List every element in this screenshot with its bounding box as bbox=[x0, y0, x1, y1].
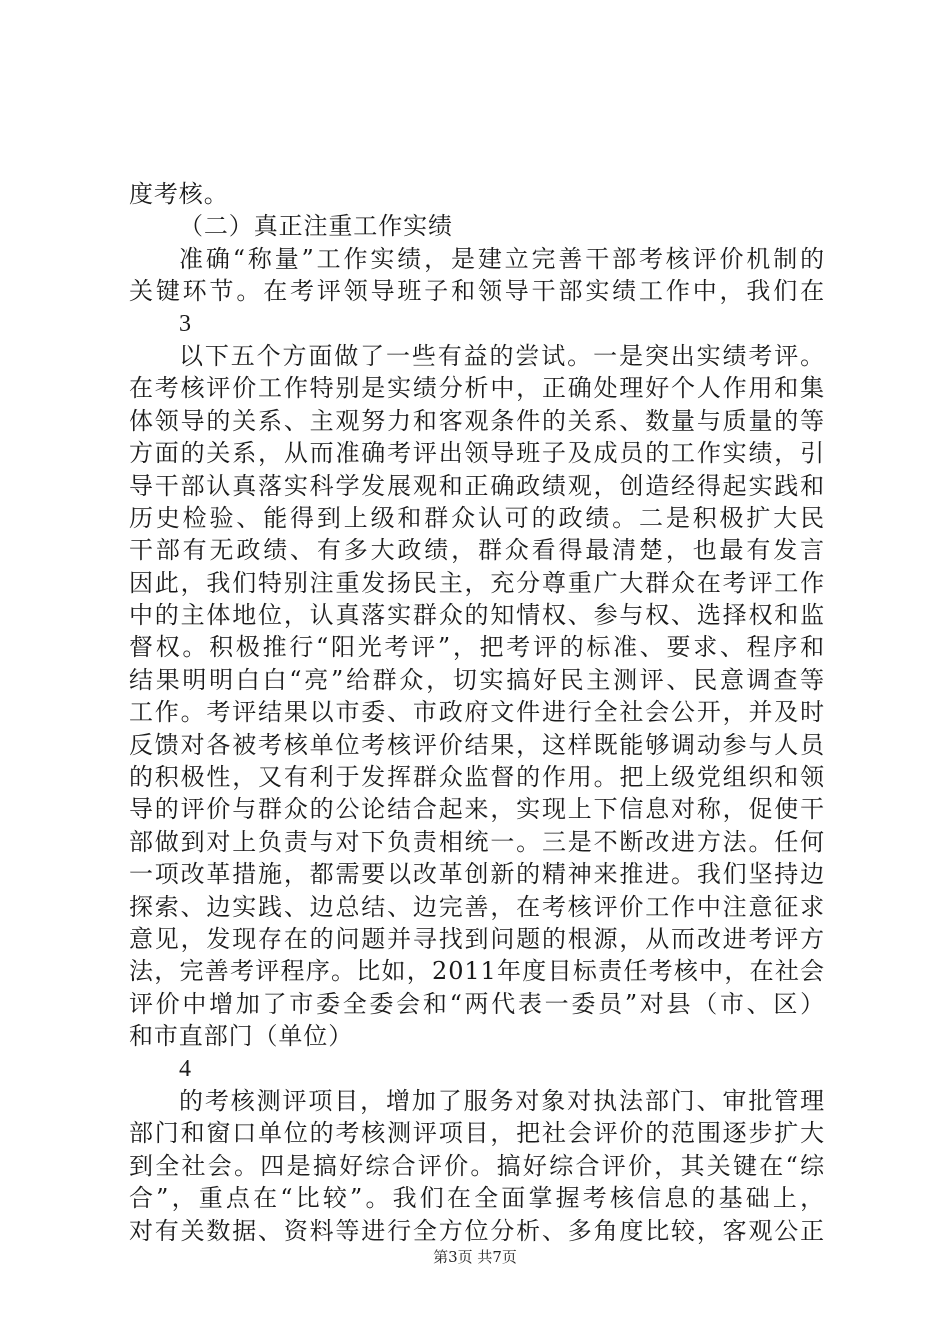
text-line: 意见，发现存在的问题并寻找到问题的根源，从而改进考评方 bbox=[129, 924, 825, 953]
text-line: 方面的关系，从而准确考评出领导班子及成员的工作实绩，引 bbox=[129, 439, 825, 468]
text-line: 体领导的关系、主观努力和客观条件的关系、数量与质量的等 bbox=[129, 406, 825, 435]
text-line: 的考核测评项目，增加了服务对象对执法部门、审批管理 bbox=[179, 1086, 825, 1115]
page-footer: 第3页 共7页 bbox=[433, 1248, 517, 1266]
text-line: 部做到对上负责与对下负责相统一。三是不断改进方法。任何 bbox=[129, 827, 825, 856]
body-text bbox=[129, 178, 825, 1247]
text-line: 的积极性，又有利于发挥群众监督的作用。把上级党组织和领 bbox=[129, 763, 825, 792]
text-line: 关键环节。在考评领导班子和领导干部实绩工作中，我们在 bbox=[129, 277, 825, 306]
text-line: 对有关数据、资料等进行全方位分析、多角度比较，客观公正 bbox=[129, 1216, 825, 1245]
text-line: 导干部认真落实科学发展观和正确政绩观，创造经得起实践和 bbox=[129, 471, 825, 500]
text-line: 历史检验、能得到上级和群众认可的政绩。二是积极扩大民 bbox=[129, 503, 825, 532]
page-break-marker: 4 bbox=[179, 1055, 192, 1082]
text-line: 以下五个方面做了一些有益的尝试。一是突出实绩考评。 bbox=[179, 341, 825, 370]
text-line: 度考核。 bbox=[129, 180, 229, 208]
text-line: 因此，我们特别注重发扬民主，充分尊重广大群众在考评工作 bbox=[129, 568, 825, 597]
text-line: 合”，重点在“比较”。我们在全面掌握考核信息的基础上， bbox=[129, 1184, 825, 1213]
text-line: 法，完善考评程序。比如，2011年度目标责任考核中，在社会 bbox=[129, 957, 825, 986]
text-line: 到全社会。四是搞好综合评价。搞好综合评价，其关键在“综 bbox=[129, 1151, 825, 1180]
text-line: （二）真正注重工作实绩 bbox=[179, 212, 453, 241]
text-line: 督权。积极推行“阳光考评”，把考评的标准、要求、程序和 bbox=[129, 633, 825, 662]
text-line: 导的评价与群众的公论结合起来，实现上下信息对称，促使干 bbox=[129, 795, 825, 824]
text-line: 中的主体地位，认真落实群众的知情权、参与权、选择权和监 bbox=[129, 601, 825, 630]
text-line: 结果明明白白“亮”给群众，切实搞好民主测评、民意调查等 bbox=[129, 665, 825, 694]
text-line: 和市直部门（单位） bbox=[129, 1022, 354, 1051]
page-break-marker: 3 bbox=[179, 310, 192, 337]
text-line: 工作。考评结果以市委、市政府文件进行全社会公开，并及时 bbox=[129, 698, 825, 727]
text-line: 评价中增加了市委全委会和“两代表一委员”对县（市、区） bbox=[129, 989, 825, 1018]
text-line: 部门和窗口单位的考核测评项目，把社会评价的范围逐步扩大 bbox=[129, 1119, 825, 1148]
text-line: 一项改革措施，都需要以改革创新的精神来推进。我们坚持边 bbox=[129, 860, 825, 889]
text-line: 探索、边实践、边总结、边完善，在考核评价工作中注意征求 bbox=[129, 892, 825, 921]
text-line: 反馈对各被考核单位考核评价结果，这样既能够调动参与人员 bbox=[129, 730, 825, 759]
text-line: 干部有无政绩、有多大政绩，群众看得最清楚，也最有发言 bbox=[129, 536, 825, 565]
text-line: 准确“称量”工作实绩，是建立完善干部考核评价机制的 bbox=[179, 244, 825, 273]
text-line: 在考核评价工作特别是实绩分析中，正确处理好个人作用和集 bbox=[129, 374, 825, 403]
